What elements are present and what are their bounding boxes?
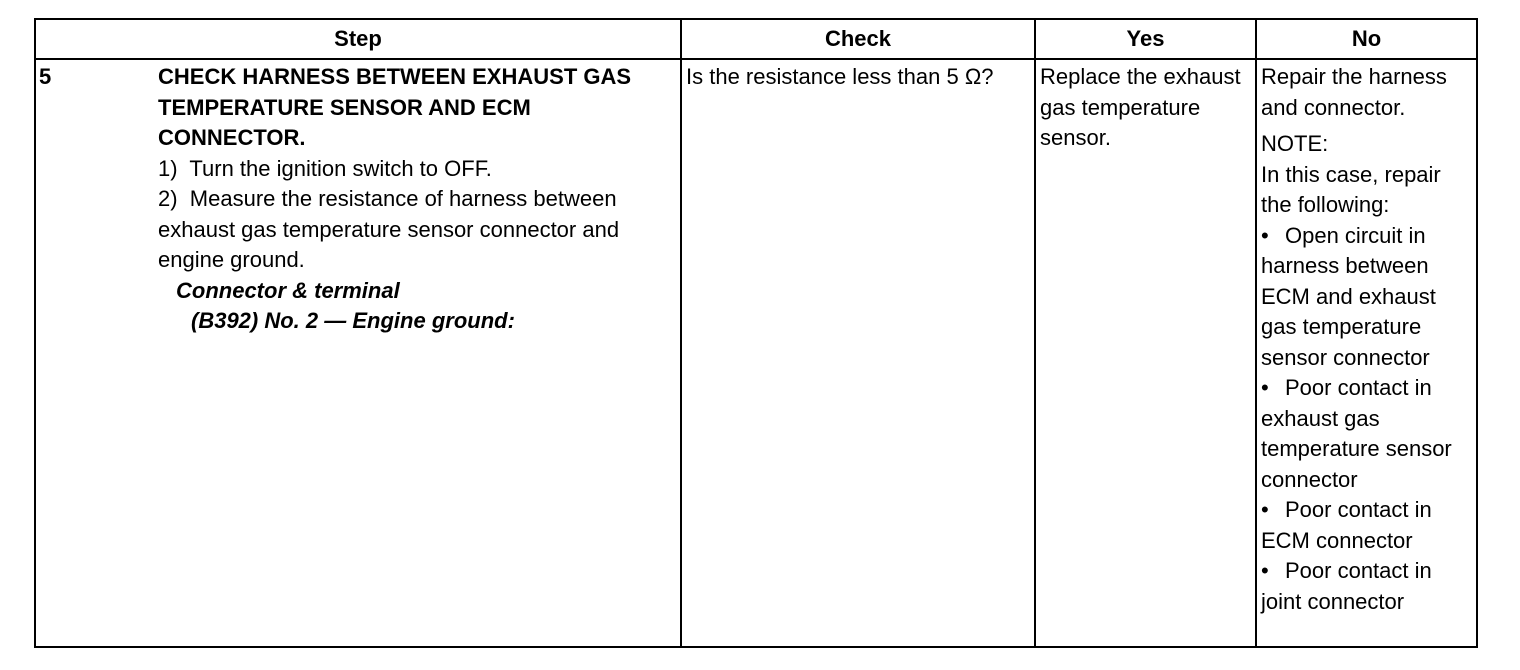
list-item: [1261, 495, 1474, 556]
list-item: [1261, 556, 1474, 617]
no-cell: [1256, 59, 1477, 647]
note-label: NOTE:: [1261, 131, 1329, 156]
bullet-icon: •: [1261, 497, 1269, 522]
instruction-2: 2) Measure the resistance of harness between exhaust gas temperature sensor connector and engine ground.: [158, 186, 626, 272]
header-row: [35, 19, 1477, 59]
check-text: Is the resistance less than 5 Ω?: [686, 64, 994, 89]
header-no: No: [1256, 19, 1477, 59]
list-item: [1261, 373, 1474, 495]
list-item-text: Poor contact in exhaust gas temperature sensor connector: [1261, 375, 1452, 492]
yes-text: Replace the exhaust gas temperature sensor.: [1040, 64, 1241, 150]
no-text: Repair the harness and connector.: [1261, 64, 1447, 120]
diagnostic-table: [34, 18, 1478, 648]
step-cell: [35, 59, 681, 647]
list-item-text: Open circuit in harness between ECM and exhaust gas temperature sensor connector: [1261, 222, 1436, 370]
list-item-text: Poor contact in ECM connector: [1261, 497, 1432, 553]
yes-cell: [1035, 59, 1256, 647]
header-step: Step: [35, 19, 681, 59]
step-title: CHECK HARNESS BETWEEN EXHAUST GAS TEMPERATURE SENSOR AND ECM CONNECTOR.: [158, 64, 632, 150]
header-check: Check: [681, 19, 1035, 59]
instruction-1: 1) Turn the ignition switch to OFF.: [158, 155, 492, 181]
note-intro: In this case, repair the following:: [1261, 161, 1441, 217]
bullet-icon: •: [1261, 558, 1269, 583]
table-row: [35, 59, 1477, 647]
bullet-icon: •: [1261, 375, 1269, 400]
list-item-text: Poor contact in joint connector: [1261, 558, 1432, 614]
step-number: 5: [39, 64, 52, 89]
header-yes: Yes: [1035, 19, 1256, 59]
check-cell: [681, 59, 1035, 647]
diagnostic-table-page: [34, 18, 1476, 650]
list-item: [1261, 221, 1474, 374]
connector-terminal-value: (B392) No. 2 — Engine ground:: [191, 308, 515, 333]
connector-terminal-label: Connector & terminal: [176, 277, 400, 303]
bullet-icon: •: [1261, 222, 1269, 248]
